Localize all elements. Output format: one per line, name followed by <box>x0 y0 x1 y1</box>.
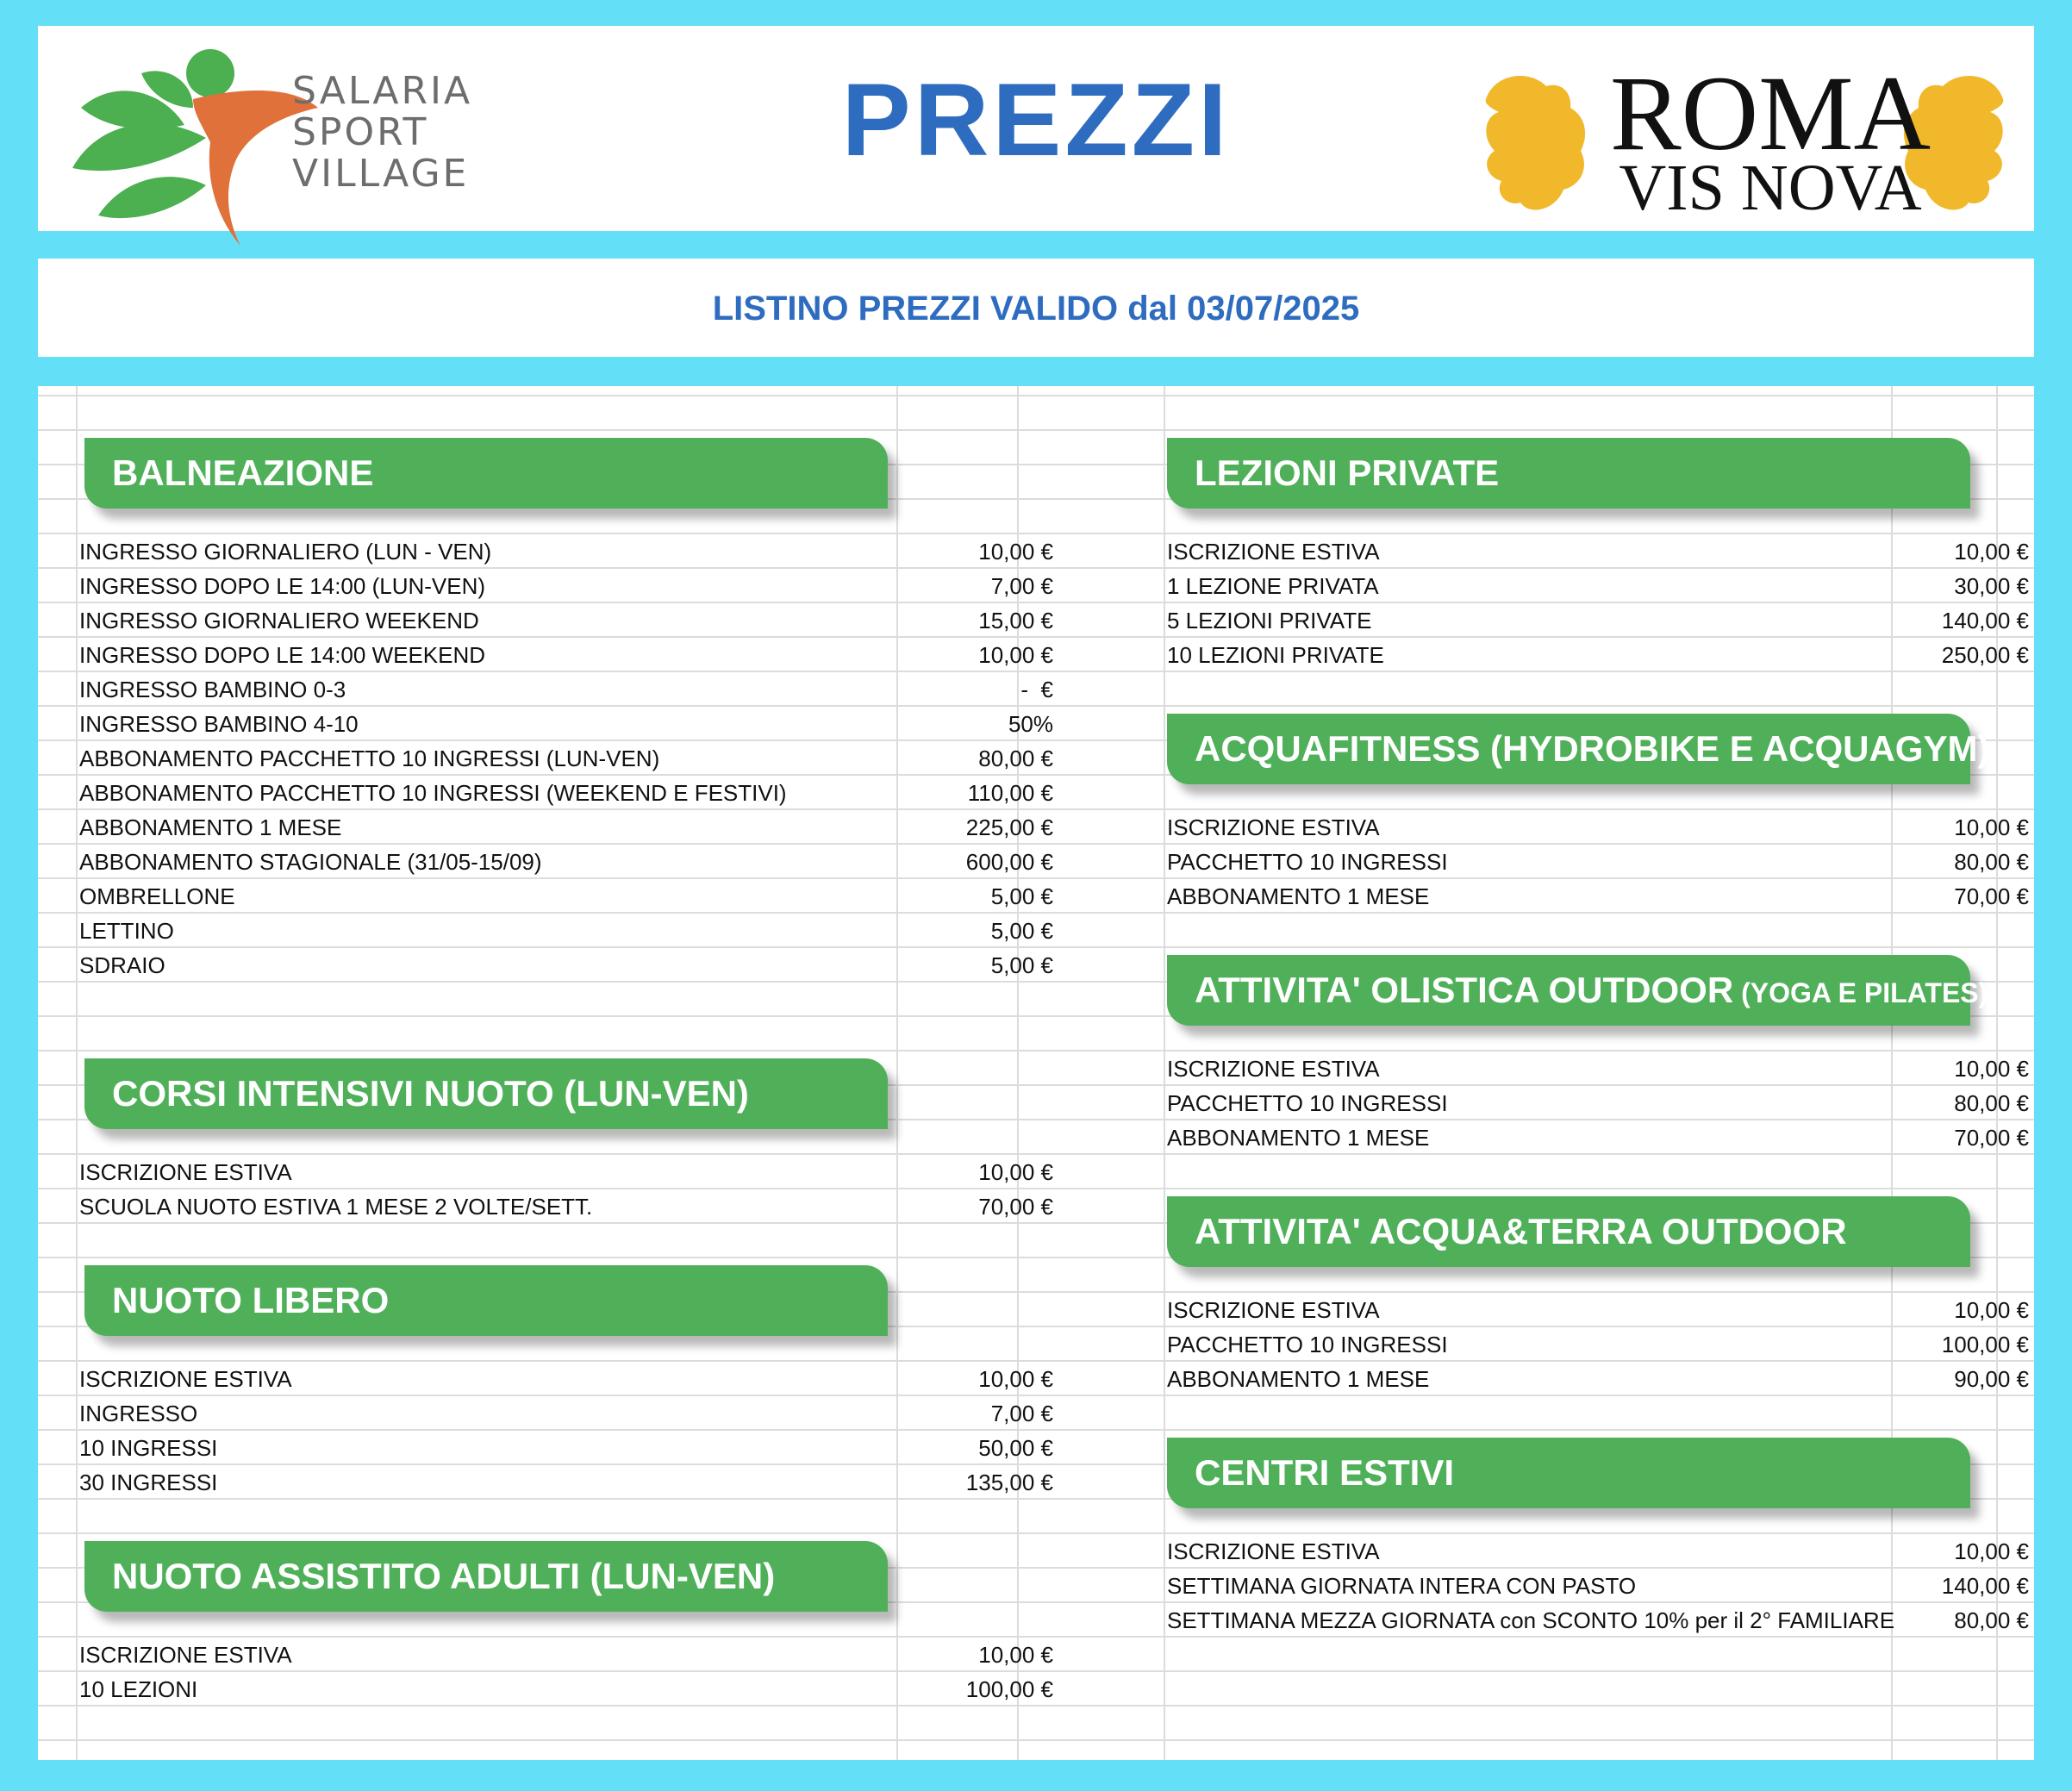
section-title: ATTIVITA' ACQUA&TERRA OUTDOOR <box>1195 1211 1847 1251</box>
item-label: ABBONAMENTO PACCHETTO 10 INGRESSI (LUN-VEN) <box>79 746 660 771</box>
item-price: 10,00 € <box>978 1366 1053 1392</box>
grid-line <box>76 386 78 1760</box>
item-label: 10 LEZIONI PRIVATE <box>1167 642 1384 668</box>
section-banner <box>1167 438 1970 509</box>
price-row <box>1167 1569 2029 1603</box>
price-row <box>79 810 1053 845</box>
price-row <box>79 1672 1053 1707</box>
item-price: 70,00 € <box>978 1194 1053 1220</box>
section-title: NUOTO LIBERO <box>112 1280 390 1320</box>
item-price: 7,00 € <box>990 1401 1053 1426</box>
header-panel <box>38 26 2034 231</box>
item-label: ISCRIZIONE ESTIVA <box>1167 814 1380 840</box>
price-row <box>79 879 1053 914</box>
item-label: LETTINO <box>79 918 174 944</box>
lion-left-icon <box>1486 76 1585 209</box>
section-banner <box>1167 714 1990 784</box>
price-row <box>79 845 1053 879</box>
grid-line <box>38 1739 2034 1741</box>
section-title: ATTIVITA' OLISTICA OUTDOOR <box>1195 970 1734 1010</box>
item-label: ABBONAMENTO 1 MESE <box>1167 1125 1430 1151</box>
item-price: 50% <box>1008 711 1053 737</box>
logo-right-roma: ROMA <box>1609 54 1932 172</box>
price-row <box>1167 845 2029 879</box>
item-label: SCUOLA NUOTO ESTIVA 1 MESE 2 VOLTE/SETT. <box>79 1194 593 1220</box>
item-price: 10,00 € <box>1954 1538 2029 1564</box>
item-price: 225,00 € <box>965 814 1053 840</box>
price-row <box>1167 638 2029 672</box>
item-label: SDRAIO <box>79 952 165 978</box>
price-row <box>1167 534 2029 569</box>
price-row <box>1167 1362 2029 1396</box>
logo-left-line: SPORT <box>292 110 429 154</box>
section-banner <box>1167 1196 1970 1267</box>
item-label: 5 LEZIONI PRIVATE <box>1167 608 1372 633</box>
price-row <box>1167 1086 2029 1120</box>
item-label: OMBRELLONE <box>79 883 235 909</box>
price-row <box>79 603 1053 638</box>
item-price: 10,00 € <box>978 1159 1053 1185</box>
price-row <box>79 1189 1053 1224</box>
item-price: 10,00 € <box>978 539 1053 565</box>
item-label: SETTIMANA MEZZA GIORNATA con SCONTO 10% per il 2° FAMILIARE <box>1167 1607 1895 1633</box>
item-price: 50,00 € <box>978 1435 1053 1461</box>
price-row <box>79 1638 1053 1672</box>
item-label: ISCRIZIONE ESTIVA <box>1167 1297 1380 1323</box>
item-price: 5,00 € <box>990 883 1053 909</box>
item-label: INGRESSO <box>79 1401 198 1426</box>
item-price: 140,00 € <box>1941 608 2029 633</box>
item-price: 10,00 € <box>1954 814 2029 840</box>
item-price: 250,00 € <box>1941 642 2029 668</box>
item-label: ABBONAMENTO PACCHETTO 10 INGRESSI (WEEKEND E FESTIVI) <box>79 780 787 806</box>
section-title: LEZIONI PRIVATE <box>1195 452 1500 493</box>
section-banner <box>84 1058 888 1129</box>
item-label: PACCHETTO 10 INGRESSI <box>1167 849 1448 875</box>
price-row <box>79 741 1053 776</box>
item-price: 600,00 € <box>965 849 1053 875</box>
price-row <box>79 948 1053 983</box>
logo-left-line: VILLAGE <box>292 152 470 196</box>
item-label: PACCHETTO 10 INGRESSI <box>1167 1332 1448 1357</box>
item-price: 30,00 € <box>1954 573 2029 599</box>
price-row <box>79 776 1053 810</box>
price-row <box>1167 1052 2029 1086</box>
price-row <box>79 1465 1053 1500</box>
item-label: ABBONAMENTO 1 MESE <box>79 814 342 840</box>
item-price: - € <box>1020 677 1053 702</box>
item-price: 80,00 € <box>978 746 1053 771</box>
section-banner <box>84 438 888 509</box>
page-title: PREZZI <box>841 62 1231 178</box>
item-price: 5,00 € <box>990 918 1053 944</box>
section-title: CENTRI ESTIVI <box>1195 1452 1455 1493</box>
item-label: 10 INGRESSI <box>79 1435 218 1461</box>
grid-line <box>1164 386 1165 1760</box>
item-price: 80,00 € <box>1954 1607 2029 1633</box>
price-row <box>79 914 1053 948</box>
item-label: ISCRIZIONE ESTIVA <box>1167 1538 1380 1564</box>
section-title-note: (YOGA E PILATES) <box>1733 977 1988 1008</box>
price-list-subtitle: LISTINO PREZZI VALIDO dal 03/07/2025 <box>712 290 1360 328</box>
price-sheet <box>38 386 2034 1760</box>
price-row <box>79 672 1053 707</box>
item-price: 100,00 € <box>1941 1332 2029 1357</box>
item-label: INGRESSO GIORNALIERO (LUN - VEN) <box>79 539 492 565</box>
item-price: 90,00 € <box>1954 1366 2029 1392</box>
item-label: ISCRIZIONE ESTIVA <box>1167 1056 1380 1082</box>
item-price: 70,00 € <box>1954 883 2029 909</box>
item-label: ISCRIZIONE ESTIVA <box>79 1366 292 1392</box>
price-row <box>1167 603 2029 638</box>
price-row <box>1167 569 2029 603</box>
price-row <box>1167 1327 2029 1362</box>
item-price: 7,00 € <box>990 573 1053 599</box>
item-price: 5,00 € <box>990 952 1053 978</box>
price-row <box>79 1362 1053 1396</box>
section-banner <box>1167 1438 1970 1508</box>
item-price: 15,00 € <box>978 608 1053 633</box>
section-title: CORSI INTENSIVI NUOTO (LUN-VEN) <box>112 1073 749 1114</box>
price-row <box>79 707 1053 741</box>
item-price: 10,00 € <box>1954 539 2029 565</box>
price-row <box>1167 810 2029 845</box>
item-label: INGRESSO BAMBINO 4-10 <box>79 711 359 737</box>
price-row <box>1167 1293 2029 1327</box>
price-row <box>1167 1603 2029 1638</box>
price-row <box>1167 1534 2029 1569</box>
item-label: PACCHETTO 10 INGRESSI <box>1167 1090 1448 1116</box>
item-price: 135,00 € <box>965 1470 1053 1495</box>
item-label: 1 LEZIONE PRIVATA <box>1167 573 1379 599</box>
price-row <box>1167 879 2029 914</box>
item-label: 10 LEZIONI <box>79 1676 198 1702</box>
price-row <box>79 569 1053 603</box>
item-price: 100,00 € <box>965 1676 1053 1702</box>
logo-right-visnova: VIS NOVA <box>1619 152 1922 224</box>
price-row <box>79 1431 1053 1465</box>
item-label: ABBONAMENTO 1 MESE <box>1167 883 1430 909</box>
item-label: 30 INGRESSI <box>79 1470 218 1495</box>
item-label: INGRESSO BAMBINO 0-3 <box>79 677 346 702</box>
price-row <box>79 1396 1053 1431</box>
item-label: SETTIMANA GIORNATA INTERA CON PASTO <box>1167 1573 1637 1599</box>
grid-line <box>38 395 2034 396</box>
grid-line <box>38 429 2034 431</box>
item-label: ISCRIZIONE ESTIVA <box>1167 539 1380 565</box>
item-label: INGRESSO GIORNALIERO WEEKEND <box>79 608 479 633</box>
item-label: ISCRIZIONE ESTIVA <box>79 1642 292 1668</box>
item-price: 10,00 € <box>1954 1056 2029 1082</box>
item-label: INGRESSO DOPO LE 14:00 WEEKEND <box>79 642 486 668</box>
section-title: ACQUAFITNESS (HYDROBIKE E ACQUAGYM) <box>1195 728 1990 769</box>
item-label: ISCRIZIONE ESTIVA <box>79 1159 292 1185</box>
item-price: 10,00 € <box>1954 1297 2029 1323</box>
item-price: 10,00 € <box>978 642 1053 668</box>
price-row <box>79 534 1053 569</box>
item-price: 80,00 € <box>1954 849 2029 875</box>
item-price: 140,00 € <box>1941 1573 2029 1599</box>
item-price: 110,00 € <box>967 780 1053 806</box>
item-price: 10,00 € <box>978 1642 1053 1668</box>
section-banner <box>84 1265 888 1336</box>
section-banner <box>84 1541 888 1612</box>
item-label: ABBONAMENTO STAGIONALE (31/05-15/09) <box>79 849 542 875</box>
section-title: BALNEAZIONE <box>112 452 374 493</box>
price-row <box>1167 1120 2029 1155</box>
logo-left-line: SALARIA <box>292 69 473 113</box>
section-title: NUOTO ASSISTITO ADULTI (LUN-VEN) <box>112 1556 776 1596</box>
item-label: ABBONAMENTO 1 MESE <box>1167 1366 1430 1392</box>
price-row <box>79 638 1053 672</box>
price-row <box>79 1155 1053 1189</box>
item-price: 80,00 € <box>1954 1090 2029 1116</box>
item-label: INGRESSO DOPO LE 14:00 (LUN-VEN) <box>79 573 486 599</box>
item-price: 70,00 € <box>1954 1125 2029 1151</box>
section-banner <box>1167 955 1988 1026</box>
subtitle-panel <box>38 259 2034 357</box>
